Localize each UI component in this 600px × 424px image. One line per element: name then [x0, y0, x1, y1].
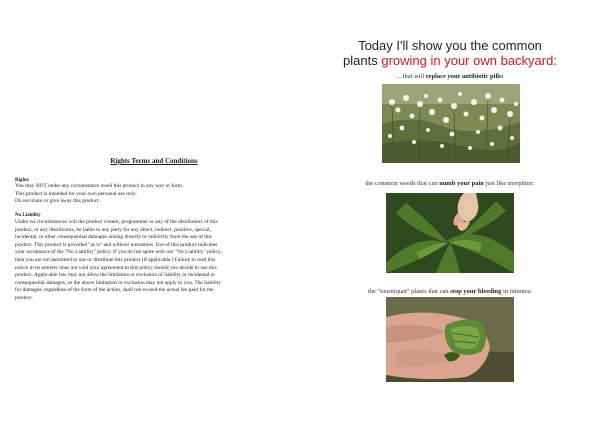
rights-line: Do not share or give away this product. [15, 198, 101, 205]
caption-end: just like morphine: [483, 180, 535, 187]
caption-bleeding [300, 288, 600, 295]
liability-heading: No Liability [15, 213, 41, 218]
headline-highlight: growing in your own backyard: [381, 53, 557, 68]
rights-heading: Rights [15, 178, 29, 183]
plants-page [300, 0, 600, 424]
caption-plain: ... that will [396, 73, 426, 80]
liability-line: for damages, regardless of the form of the action, shall not exceed the actual fee paid for the [15, 287, 214, 294]
wildflowers-photo [382, 84, 520, 163]
liability-paragraph [15, 219, 285, 303]
liability-line: notice in its entirety does not void your agreement to this policy should you decide to use this [15, 264, 217, 271]
liability-line: then you are not permitted to use or distribute this product (if applicable.) Failure to read this [15, 256, 216, 263]
headline-line-1: Today I'll show you the common [358, 38, 542, 53]
liability-line: consequential damages, so the above limitation or exclusion may not apply to you. The liability [15, 279, 221, 286]
page-headline [300, 38, 600, 68]
caption-bold: replace your antibiotic pills: [425, 73, 504, 80]
liability-line: incidental, or other consequential damages arising directly or indirectly from the use of this [15, 234, 212, 241]
liability-line: product. Applicable law may not allow the limitation or exclusion of liability or incidental or [15, 272, 216, 279]
rights-line: This product is intended for your own personal use only. [15, 190, 137, 197]
headline-plain: plants [343, 53, 382, 68]
liability-line: product, or any distributors, be liable to any party for any direct, indirect, punitive, special, [15, 226, 211, 233]
rights-line: You may NOT under any circumstance resell this product in any way or form. [15, 183, 184, 189]
rights-paragraph [15, 183, 285, 206]
leaf-tourniquet-photo [386, 297, 514, 382]
caption-plain: the common weeds that can [365, 180, 440, 187]
plantain-leaves-photo [386, 193, 514, 273]
caption-antibiotics [300, 73, 600, 80]
caption-end: in minutes: [501, 288, 533, 295]
terms-title: Rights Terms and Conditions [110, 157, 198, 165]
liability-line: Under no circumstances will the product creator, programmer or any of the distributors of this [15, 219, 218, 225]
headline-line-2 [300, 53, 600, 68]
liability-line: your acceptance of the "No Liability" policy. If you do not agree with our "No Liability" policy, [15, 249, 222, 256]
caption-bold: stop your bleeding [450, 288, 502, 295]
caption-bold: numb your pain [439, 180, 484, 187]
liability-line: product. [15, 294, 33, 301]
caption-pain [300, 180, 600, 187]
liability-line: product. This product is provided "as is" and without warranties. Use of this product indicates [15, 241, 218, 248]
caption-plain: the "tourniquet" plants that can [367, 288, 451, 295]
